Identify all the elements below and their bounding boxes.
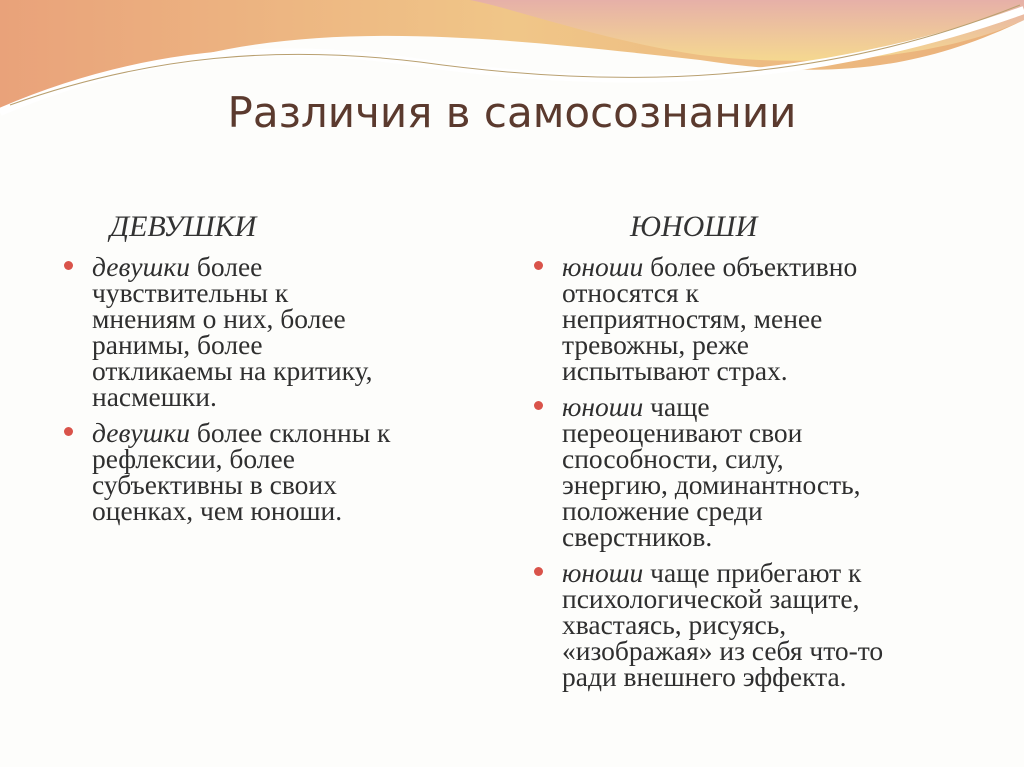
item-lead: девушки	[92, 251, 190, 282]
list-item	[532, 391, 972, 552]
boys-heading: ЮНОШИ	[630, 210, 758, 243]
list-item	[62, 417, 492, 526]
item-lead: девушки	[92, 417, 190, 448]
item-text: чаще переоценивают свои способности, силу, энергию, доминантность, положение среди сверстников.	[562, 391, 861, 552]
bullet-icon	[534, 401, 543, 410]
bullet-icon	[64, 427, 73, 436]
girls-column	[62, 210, 492, 524]
list-item	[532, 251, 972, 386]
girls-heading: ДЕВУШКИ	[110, 210, 257, 243]
slide-title: Различия в самосознании	[227, 88, 797, 137]
item-text: более склонны к рефлексии, более субъективны в своих оценках, чем юноши.	[92, 417, 391, 526]
boys-column	[532, 210, 972, 690]
bullet-icon	[64, 261, 73, 270]
item-text: более чувствительны к мнениям о них, более ранимы, более откликаемы на критику, насмешки.	[92, 251, 373, 412]
item-lead: юноши	[562, 251, 644, 282]
bullet-icon	[534, 261, 543, 270]
list-item	[532, 557, 972, 692]
list-item	[62, 251, 492, 412]
bullet-icon	[534, 567, 543, 576]
item-lead: юноши	[562, 391, 644, 422]
item-lead: юноши	[562, 557, 644, 588]
item-text: более объективно относятся к неприятностям, менее тревожны, реже испытывают страх.	[562, 251, 858, 386]
item-text: чаще прибегают к психологической защите, хвастаясь, рисуясь, «изображая» из себя что-то ради внешнего эффекта.	[562, 557, 884, 692]
